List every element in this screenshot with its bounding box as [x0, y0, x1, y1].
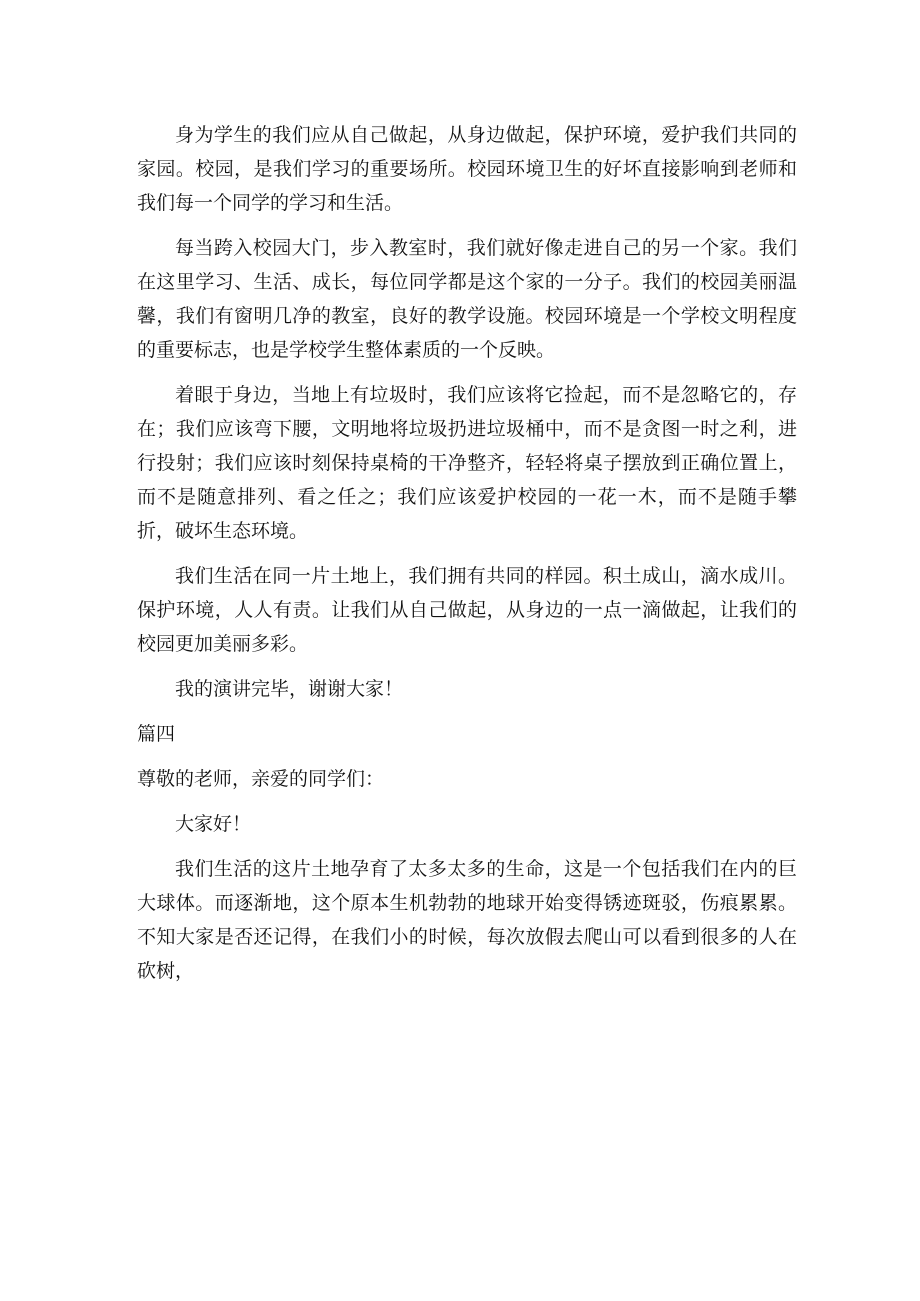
- paragraph-4: 我们生活在同一片土地上，我们拥有共同的样园。积土成山，滴水成川。保护环境，人人有责。让我们从自己做起，从身边的一点一滴做起，让我们的校园更加美丽多彩。: [137, 565, 797, 655]
- greeting: 大家好！: [175, 813, 252, 835]
- section-title: 篇四: [137, 723, 176, 745]
- salutation: 尊敬的老师，亲爱的同学们：: [137, 768, 385, 790]
- paragraph-3: 着眼于身边，当地上有垃圾时，我们应该将它捡起，而不是忽略它的，存在；我们应该弯下腰，文明地将垃圾扔进垃圾桶中，而不是贪图一时之利，进行投射；我们应该时刻保持桌椅的干净整齐，轻轻将桌子摆放到正确位置上，而不是随意排列、看之任之；我们应该爱护校园的一花一木，而不是随手攀折，破坏生态环境。: [137, 384, 797, 542]
- paragraph-1: 身为学生的我们应从自己做起，从身边做起，保护环境，爱护我们共同的家园。校园，是我们学习的重要场所。校园环境卫生的好坏直接影响到老师和我们每一个同学的学习和生活。: [137, 124, 797, 214]
- closing-remark: 我的演讲完毕，谢谢大家！: [175, 678, 404, 700]
- document-body: [137, 118, 797, 999]
- paragraph-final: 我们生活的这片土地孕育了太多太多的生命，这是一个包括我们在内的巨大球体。而逐渐地，这个原本生机勃勃的地球开始变得锈迹斑驳，伤痕累累。不知大家是否还记得，在我们小的时候，每次放假去爬山可以看到很多的人在砍树，: [137, 858, 797, 982]
- paragraph-2: 每当跨入校园大门，步入教室时，我们就好像走进自己的另一个家。我们在这里学习、生活、成长，每位同学都是这个家的一分子。我们的校园美丽温馨，我们有窗明几净的教室，良好的教学设施。校园环境是一个学校文明程度的重要标志，也是学校学生整体素质的一个反映。: [137, 237, 797, 361]
